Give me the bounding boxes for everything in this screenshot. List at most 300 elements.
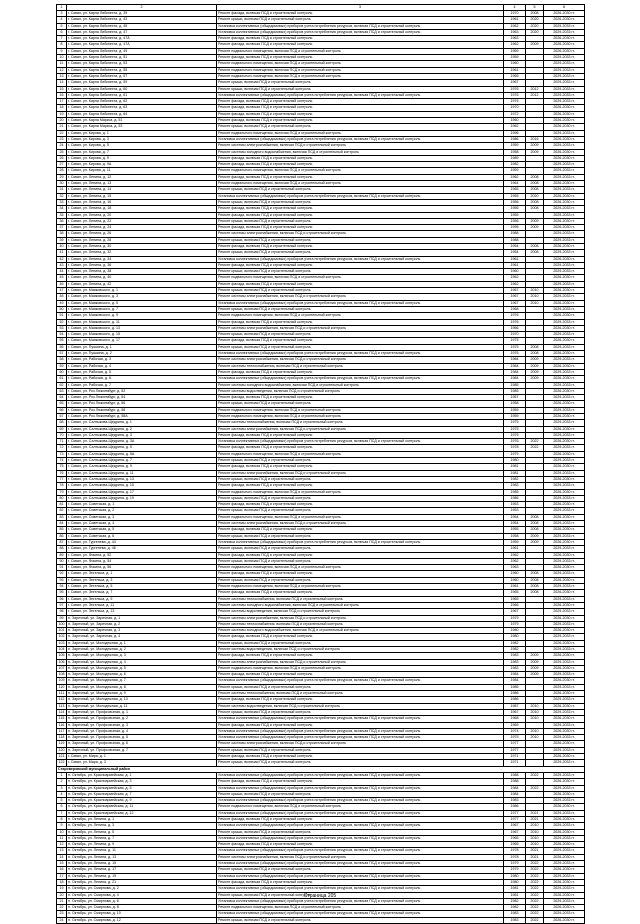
repair-year-cell: 2021: [526, 848, 544, 854]
work-type-cell: Ремонт подвального помещения, включая ПСД и строительный контроль: [217, 67, 504, 73]
period-cell: 2029-2033 гг.: [544, 168, 585, 174]
build-year-cell: 1984: [504, 376, 526, 382]
row-number: 113: [57, 703, 67, 709]
work-type-cell: Ремонт системы электроснабжения, включая ПСД и строительный контроль: [217, 231, 504, 237]
period-cell: 2026-2030 гг.: [544, 111, 585, 117]
build-year-cell: 1954: [504, 514, 526, 520]
address-cell: г. Сквал, ул. Карла Либкнехта, д. 61: [67, 92, 217, 98]
period-cell: 2029-2033 гг.: [544, 458, 585, 464]
address-cell: г. Сквал, ул. Карла Либкнехта, д. 39: [67, 11, 217, 17]
build-year-cell: 1980: [504, 458, 526, 464]
repair-year-cell: 2022: [526, 917, 544, 923]
period-cell: 2026-2030 гг.: [544, 426, 585, 432]
page-footer: Страница 205: [303, 893, 337, 899]
period-cell: 2026-2030 гг.: [544, 892, 585, 898]
repair-year-cell: 2020: [526, 17, 544, 23]
row-number: 1: [57, 772, 67, 778]
build-year-cell: 1984: [504, 363, 526, 369]
build-year-cell: 1983: [504, 653, 526, 659]
work-type-cell: Ремонт фасада, включая ПСД и строительный контроль: [217, 155, 504, 161]
row-number: 23: [57, 136, 67, 142]
period-cell: 2026-2030 гг.: [544, 256, 585, 262]
build-year-cell: 1982: [504, 905, 526, 911]
period-cell: 2029-2033 гг.: [544, 212, 585, 218]
row-number: 35: [57, 212, 67, 218]
row-number: 34: [57, 206, 67, 212]
build-year-cell: 1965: [504, 73, 526, 79]
build-year-cell: 1965: [504, 842, 526, 848]
work-type-cell: Ремонт системы электроснабжения, включая ПСД и строительный контроль: [217, 854, 504, 860]
work-type-cell: Ремонт подвального помещения, включая ПСД и строительный контроль: [217, 905, 504, 911]
work-type-cell: Ремонт подвального помещения, включая ПСД и строительный контроль: [217, 414, 504, 420]
address-cell: г. Сквал, ул. Карла Либкнехта, д. 45: [67, 23, 217, 29]
row-number: 70: [57, 432, 67, 438]
work-type-cell: Ремонт фасада, включая ПСД и строительный контроль: [217, 432, 504, 438]
work-type-cell: Установка коллективных (общедомовых) приборов учета потребления ресурсов, включая ПСД и строительный контроль: [217, 823, 504, 829]
row-number: 95: [57, 590, 67, 596]
address-cell: г. Сквал, ул. Маяковского, д. 5: [67, 300, 217, 306]
work-type-cell: Установка коллективных (общедомовых) приборов учета потребления ресурсов, включая ПСД и строительный контроль: [217, 539, 504, 545]
work-type-cell: Ремонт системы электроснабжения, включая ПСД и строительный контроль: [217, 521, 504, 527]
period-cell: 2029-2033 гг.: [544, 886, 585, 892]
address-cell: г. Сквал, ул. Мира, д. 1: [67, 754, 217, 760]
address-cell: г. Сквал, ул. Кирова, д. 9: [67, 155, 217, 161]
column-number-5: 5: [526, 5, 544, 11]
row-number: 44: [57, 269, 67, 275]
build-year-cell: 1985: [504, 388, 526, 394]
period-cell: 2029-2033 гг.: [544, 898, 585, 904]
row-number: 67: [57, 414, 67, 420]
row-number: 116: [57, 722, 67, 728]
period-cell: 2026-2030 гг.: [544, 313, 585, 319]
row-number: 49: [57, 300, 67, 306]
row-number: 105: [58, 653, 65, 658]
build-year-cell: 1984: [504, 357, 526, 363]
build-year-cell: 1978: [504, 848, 526, 854]
row-number: 26: [57, 155, 67, 161]
row-number: 21: [57, 898, 67, 904]
address-cell: г. Сквал, ул. Салтыкова-Щедрина, д. 9: [67, 464, 217, 470]
period-cell: 2026-2030 гг.: [544, 17, 585, 23]
build-year-cell: 1962: [504, 124, 526, 130]
work-type-cell: Ремонт крыши, включая ПСД и строительный контроль: [217, 760, 504, 766]
period-cell: 2029-2033 гг.: [544, 911, 585, 917]
address-cell: г. Сквал, ул. Ленина, д. 13: [67, 181, 217, 187]
address-cell: г. Сквал, ул. Ленина, д. 40: [67, 275, 217, 281]
build-year-cell: 1961: [504, 584, 526, 590]
build-year-cell: 1967: [504, 80, 526, 86]
period-cell: 2029-2033 гг.: [544, 432, 585, 438]
work-type-cell: Ремонт крыши, включая ПСД и строительный контроль: [217, 401, 504, 407]
row-number: 22: [57, 130, 67, 136]
address-cell: п. Октябрь, ул. Ленина, д. 7: [67, 835, 217, 841]
address-cell: г. Сквал, ул. Ленина, д. 32: [67, 250, 217, 256]
address-cell: г. Сквал, ул. Энгельса, д. 13: [67, 609, 217, 615]
address-cell: г. Сквал, ул. Пушкина, д. 2: [67, 351, 217, 357]
address-cell: п. Заречный, ул. Молодежная, д. 9: [67, 691, 217, 697]
period-cell: 2029-2033 гг.: [544, 344, 585, 350]
address-cell: п. Заречный, ул. Профсоюзная, д. 3: [67, 722, 217, 728]
build-year-cell: 1965: [504, 187, 526, 193]
address-cell: г. Сквал, ул. Ленина, д. 18: [67, 206, 217, 212]
address-cell: г. Сквал, ул. Салтыкова-Щедрина, д. 2: [67, 426, 217, 432]
column-number-2: 2: [67, 5, 217, 11]
row-number: 64: [57, 395, 67, 401]
period-cell: 2029-2033 гг.: [544, 571, 585, 577]
address-cell: г. Сквал, ул. Пушкина, д. 1: [67, 344, 217, 350]
row-number: 118: [57, 735, 67, 741]
work-type-cell: Ремонт системы теплоснабжения, включая ПСД и строительный контроль: [217, 363, 504, 369]
address-cell: п. Октябрь, ул. Ленина, д. 1: [67, 817, 217, 823]
period-cell: 2026-2030 гг.: [544, 602, 585, 608]
address-cell: п. Октябрь, ул. Ленина, д. 9: [67, 842, 217, 848]
period-cell: 2029-2033 гг.: [544, 23, 585, 29]
build-year-cell: 1960: [504, 571, 526, 577]
period-cell: 2026-2030 гг.: [544, 136, 585, 142]
build-year-cell: 1986: [504, 804, 526, 810]
period-cell: 2029-2033 гг.: [544, 672, 585, 678]
period-cell: 2029-2033 гг.: [544, 357, 585, 363]
address-cell: п. Заречный, ул. Молодежная, д. 3: [67, 653, 217, 659]
row-number: 24: [57, 143, 67, 149]
address-cell: п. Октябрь, ул. Красноармейская, д. 12: [67, 810, 217, 816]
row-number: 53: [57, 325, 67, 331]
address-cell: г. Сквал, ул. Салтыкова-Щедрина, д. 13: [67, 476, 217, 482]
address-cell: г. Сквал, ул. Энгельса, д. 3: [67, 577, 217, 583]
work-type-cell: Ремонт подвального помещения, включая ПСД и строительный контроль: [217, 584, 504, 590]
row-number: 98: [57, 609, 67, 615]
work-type-cell: Ремонт фасада, включая ПСД и строительный контроль: [217, 281, 504, 287]
build-year-cell: 1958: [504, 401, 526, 407]
build-year-cell: 1988: [504, 231, 526, 237]
address-cell: п. Заречный, ул. Заречная, д. 2: [67, 621, 217, 627]
address-cell: г. Сквал, ул. Карла Либкнехта, д. 49: [67, 48, 217, 54]
build-year-cell: 1959: [504, 407, 526, 413]
period-cell: 2026-2030 гг.: [544, 829, 585, 835]
address-cell: г. Сквал, ул. Ленина, д. 24: [67, 225, 217, 231]
period-cell: 2029-2033 гг.: [544, 747, 585, 753]
address-cell: п. Заречный, ул. Профсоюзная, д. 1: [67, 709, 217, 715]
period-cell: 2026-2030 гг.: [544, 502, 585, 508]
work-type-cell: Ремонт подвального помещения, включая ПСД и строительный контроль: [217, 313, 504, 319]
period-cell: 2026-2030 гг.: [544, 817, 585, 823]
period-cell: 2026-2030 гг.: [544, 615, 585, 621]
build-year-cell: 1959: [504, 55, 526, 61]
address-cell: г. Сквал, ул. Карла Маркса, д. 53: [67, 124, 217, 130]
repair-year-cell: 2008: [526, 514, 544, 520]
row-number: 68: [57, 420, 67, 426]
period-cell: 2029-2033 гг.: [544, 772, 585, 778]
repair-year-cell: 2009: [526, 539, 544, 545]
row-number: 90: [57, 558, 67, 564]
work-type-cell: Ремонт подвального помещения, включая ПСД и строительный контроль: [217, 514, 504, 520]
build-year-cell: 1983: [504, 917, 526, 923]
address-cell: п. Октябрь, ул. Красноармейская, д. 7: [67, 791, 217, 797]
row-number: 19: [57, 111, 67, 117]
period-cell: 2026-2030 гг.: [544, 225, 585, 231]
work-type-cell: Ремонт крыши, включая ПСД и строительный контроль: [217, 86, 504, 92]
period-cell: 2029-2033 гг.: [544, 785, 585, 791]
row-number: 19: [57, 886, 67, 892]
build-year-cell: 1980: [504, 879, 526, 885]
row-number: 108: [58, 672, 65, 677]
period-cell: 2026-2030 гг.: [544, 804, 585, 810]
build-year-cell: 1976: [504, 99, 526, 105]
row-number: 82: [57, 508, 67, 514]
build-year-cell: 1967: [504, 823, 526, 829]
work-type-cell: Ремонт фасада, включая ПСД и строительный контроль: [217, 319, 504, 325]
row-number: 14: [57, 80, 67, 86]
address-cell: г. Сквал, ул. Карла Либкнехта, д. 51: [67, 55, 217, 61]
repair-year-cell: 2009: [526, 149, 544, 155]
row-number: 61: [57, 376, 67, 382]
build-year-cell: 1979: [504, 867, 526, 873]
address-cell: г. Сквал, ул. Маяковского, д. 13: [67, 325, 217, 331]
work-type-cell: Ремонт фасада, включая ПСД и строительный контроль: [217, 395, 504, 401]
row-number: 15: [57, 86, 67, 92]
build-year-cell: 1961: [504, 546, 526, 552]
period-cell: 2026-2030 гг.: [544, 199, 585, 205]
work-type-cell: Установка коллективных (общедомовых) приборов учета потребления ресурсов, включая ПСД и строительный контроль: [217, 256, 504, 262]
repair-year-cell: 2008: [526, 174, 544, 180]
row-number: 57: [57, 351, 67, 357]
build-year-cell: 1959: [504, 168, 526, 174]
period-cell: 2029-2033 гг.: [544, 319, 585, 325]
row-number: 55: [57, 338, 67, 344]
period-cell: 2026-2030 гг.: [544, 155, 585, 161]
period-cell: 2026-2030 гг.: [544, 36, 585, 42]
address-cell: п. Заречный, ул. Заречная, д. 4: [67, 634, 217, 640]
build-year-cell: 1988: [504, 779, 526, 785]
row-number: 17: [57, 99, 67, 105]
build-year-cell: 1984: [504, 791, 526, 797]
work-type-cell: Ремонт фасада, включая ПСД и строительный контроль: [217, 99, 504, 105]
work-type-cell: Установка коллективных (общедомовых) приборов учета потребления ресурсов, включая ПСД и строительный контроль: [217, 300, 504, 306]
period-cell: 2029-2033 гг.: [544, 67, 585, 73]
repair-year-cell: 2012: [526, 86, 544, 92]
period-cell: 2029-2033 гг.: [544, 29, 585, 35]
build-year-cell: 1985: [504, 684, 526, 690]
build-year-cell: 1956: [504, 218, 526, 224]
address-cell: г. Сквал, ул. Салтыкова-Щедрина, д. 1: [67, 420, 217, 426]
row-number: 99: [57, 615, 67, 621]
repair-year-cell: 2022: [526, 861, 544, 867]
period-cell: 2026-2030 гг.: [544, 288, 585, 294]
address-cell: г. Сквал, ул. Роз Люксембург, д. 58: [67, 407, 217, 413]
work-type-cell: Ремонт фасада, включая ПСД и строительный контроль: [217, 105, 504, 111]
build-year-cell: 1970: [504, 332, 526, 338]
build-year-cell: 1979: [504, 621, 526, 627]
address-cell: п. Октябрь, ул. Красноармейская, д. 5: [67, 785, 217, 791]
build-year-cell: 1961: [504, 67, 526, 73]
work-type-cell: Ремонт системы теплоснабжения, включая ПСД и строительный контроль: [217, 621, 504, 627]
period-cell: 2029-2033 гг.: [544, 269, 585, 275]
build-year-cell: 1963: [504, 565, 526, 571]
row-number: 75: [57, 464, 67, 470]
work-type-cell: Ремонт крыши, включая ПСД и строительный контроль: [217, 124, 504, 130]
work-type-cell: Ремонт системы холодного водоснабжения, включая ПСД и строительный контроль: [217, 149, 504, 155]
period-cell: 2029-2033 гг.: [544, 281, 585, 287]
period-cell: 2026-2030 гг.: [544, 11, 585, 17]
work-type-cell: Ремонт фасада, включая ПСД и строительный контроль: [217, 483, 504, 489]
period-cell: 2029-2033 гг.: [544, 609, 585, 615]
period-cell: 2029-2033 гг.: [544, 99, 585, 105]
address-cell: п. Заречный, ул. Молодежная, д. 4: [67, 659, 217, 665]
work-type-cell: Ремонт крыши, включая ПСД и строительный контроль: [217, 747, 504, 753]
build-year-cell: 1962: [504, 42, 526, 48]
period-cell: 2029-2033 гг.: [544, 697, 585, 703]
work-type-cell: Ремонт фасада, включая ПСД и строительный контроль: [217, 118, 504, 124]
work-type-cell: Установка коллективных (общедомовых) приборов учета потребления ресурсов, включая ПСД и строительный контроль: [217, 861, 504, 867]
period-cell: 2029-2033 гг.: [544, 873, 585, 879]
build-year-cell: 1982: [504, 476, 526, 482]
row-number: 30: [57, 181, 67, 187]
work-type-cell: Ремонт фасада, включая ПСД и строительный контроль: [217, 445, 504, 451]
work-type-cell: Ремонт крыши, включая ПСД и строительный контроль: [217, 17, 504, 23]
address-cell: г. Сквал, ул. Маяковского, д. 17: [67, 338, 217, 344]
address-cell: г. Сквал, ул. Салтыкова-Щедрина, д. 3А: [67, 439, 217, 445]
build-year-cell: 1981: [504, 886, 526, 892]
repair-year-cell: 2021: [526, 854, 544, 860]
period-cell: 2026-2030 гг.: [544, 653, 585, 659]
section-title: Староверовский муниципальный район: [57, 766, 585, 772]
work-type-cell: Ремонт крыши, включая ПСД и строительный контроль: [217, 288, 504, 294]
period-cell: 2029-2033 гг.: [544, 187, 585, 193]
work-type-cell: Ремонт подвального помещения, включая ПСД и строительный контроль: [217, 565, 504, 571]
repair-year-cell: 2008: [526, 344, 544, 350]
row-number: 104: [58, 646, 65, 651]
address-cell: г. Сквал, ул. Салтыкова-Щедрина, д. 11: [67, 470, 217, 476]
work-type-cell: Ремонт фасада, включая ПСД и строительный контроль: [217, 502, 504, 508]
period-cell: 2026-2030 гг.: [544, 590, 585, 596]
address-cell: п. Октябрь, ул. Красноармейская, д. 1: [67, 772, 217, 778]
build-year-cell: 1958: [504, 149, 526, 155]
build-year-cell: 1984: [504, 678, 526, 684]
work-type-cell: Ремонт подвального помещения, включая ПСД и строительный контроль: [217, 181, 504, 187]
row-number: 17: [57, 873, 67, 879]
row-number: 18: [57, 105, 67, 111]
work-type-cell: Ремонт системы холодного водоснабжения, включая ПСД и строительный контроль: [217, 602, 504, 608]
build-year-cell: 1962: [504, 558, 526, 564]
work-type-cell: Ремонт подвального помещения, включая ПСД и строительный контроль: [217, 168, 504, 174]
address-cell: г. Сквал, ул. Кирова, д. 5: [67, 143, 217, 149]
build-year-cell: 1978: [504, 854, 526, 860]
row-number: 96: [57, 596, 67, 602]
program-table-sheet: [56, 4, 584, 924]
work-type-cell: Установка коллективных (общедомовых) приборов учета потребления ресурсов, включая ПСД и строительный контроль: [217, 810, 504, 816]
row-number: 12: [57, 67, 67, 73]
address-cell: п. Заречный, ул. Молодежная, д. 1: [67, 640, 217, 646]
repair-year-cell: 2010: [526, 728, 544, 734]
repair-year-cell: 2009: [526, 42, 544, 48]
repair-year-cell: 2009: [526, 659, 544, 665]
row-number: 6: [57, 29, 67, 35]
period-cell: 2026-2030 гг.: [544, 325, 585, 331]
row-number: 3: [57, 11, 67, 17]
build-year-cell: 1959: [504, 539, 526, 545]
address-cell: п. Заречный, ул. Профсоюзная, д. 2: [67, 716, 217, 722]
build-year-cell: 1968: [504, 306, 526, 312]
row-number: 112: [57, 697, 67, 703]
row-number: 115: [57, 716, 67, 722]
work-type-cell: Ремонт фасада, включая ПСД и строительный контроль: [217, 842, 504, 848]
row-number: 74: [57, 458, 67, 464]
address-cell: п. Октябрь, ул. Ленина, д. 13: [67, 854, 217, 860]
build-year-cell: 1966: [504, 602, 526, 608]
address-cell: г. Сквал, ул. Ленина, д. 34: [67, 256, 217, 262]
period-cell: 2026-2030 гг.: [544, 42, 585, 48]
work-type-cell: Ремонт крыши, включая ПСД и строительный контроль: [217, 332, 504, 338]
work-type-cell: Ремонт фасада, включая ПСД и строительный контроль: [217, 11, 504, 17]
address-cell: г. Сквал, ул. Кирова, д. 9А: [67, 162, 217, 168]
address-cell: г. Сквал, ул. Рабочая, д. 5: [67, 369, 217, 375]
repair-year-cell: 2010: [526, 735, 544, 741]
period-cell: 2029-2033 гг.: [544, 162, 585, 168]
build-year-cell: 1965: [504, 596, 526, 602]
row-number: 92: [57, 571, 67, 577]
build-year-cell: 1982: [504, 898, 526, 904]
work-type-cell: Ремонт фасада, включая ПСД и строительный контроль: [217, 225, 504, 231]
period-cell: 2029-2033 гг.: [544, 92, 585, 98]
address-cell: г. Сквал, ул. Салтыкова-Щедрина, д. 5А: [67, 451, 217, 457]
repair-year-cell: 2009: [526, 225, 544, 231]
column-number-4: 4: [504, 5, 526, 11]
period-cell: 2029-2033 гг.: [544, 237, 585, 243]
build-year-cell: 1981: [504, 464, 526, 470]
address-cell: п. Октябрь, ул. Смирнова, д. 2: [67, 886, 217, 892]
build-year-cell: 1980: [504, 873, 526, 879]
build-year-cell: 1957: [504, 395, 526, 401]
row-number: 13: [57, 848, 67, 854]
address-cell: г. Сквал, ул. Роз Люксембург, д. 54: [67, 395, 217, 401]
work-type-cell: Ремонт подвального помещения, включая ПСД и строительный контроль: [217, 665, 504, 671]
address-cell: г. Сквал, ул. Кирова, д. 7: [67, 149, 217, 155]
address-cell: г. Сквал, ул. Салтыкова-Щедрина, д. 5: [67, 445, 217, 451]
build-year-cell: 1975: [504, 338, 526, 344]
work-type-cell: Ремонт крыши, включая ПСД и строительный контроль: [217, 237, 504, 243]
work-type-cell: Ремонт фасада, включая ПСД и строительный контроль: [217, 42, 504, 48]
build-year-cell: 1996: [504, 130, 526, 136]
work-type-cell: Ремонт фасада, включая ПСД и строительный контроль: [217, 879, 504, 885]
address-cell: г. Сквал, ул. Салтыкова-Щедрина, д. 19: [67, 495, 217, 501]
build-year-cell: 1956: [504, 206, 526, 212]
work-type-cell: Ремонт подвального помещения, включая ПСД и строительный контроль: [217, 407, 504, 413]
row-number: 62: [57, 382, 67, 388]
address-cell: г. Сквал, ул. Энгельса, д. 9: [67, 596, 217, 602]
build-year-cell: 1982: [504, 640, 526, 646]
period-cell: 2029-2033 гг.: [544, 634, 585, 640]
build-year-cell: 1983: [504, 798, 526, 804]
address-cell: г. Сквал, ул. Энгельса, д. 11: [67, 602, 217, 608]
period-cell: 2026-2030 гг.: [544, 514, 585, 520]
period-cell: 2029-2033 гг.: [544, 495, 585, 501]
build-year-cell: 1963: [504, 36, 526, 42]
build-year-cell: 1986: [504, 495, 526, 501]
work-type-cell: Установка коллективных (общедомовых) приборов учета потребления ресурсов, включая ПСД и строительный контроль: [217, 716, 504, 722]
address-cell: г. Сквал, ул. Роз Люксембург, д. 56: [67, 401, 217, 407]
period-cell: 2026-2030 гг.: [544, 181, 585, 187]
work-type-cell: Установка коллективных (общедомовых) приборов учета потребления ресурсов, включая ПСД и строительный контроль: [217, 136, 504, 142]
period-cell: 2029-2033 гг.: [544, 294, 585, 300]
address-cell: п. Заречный, ул. Молодежная, д. 10: [67, 697, 217, 703]
row-number: 110: [57, 684, 67, 690]
address-cell: г. Сквал, ул. Карла Либкнехта, д. 47А: [67, 36, 217, 42]
period-cell: 2026-2030 гг.: [544, 640, 585, 646]
work-type-cell: Установка коллективных (общедомовых) приборов учета потребления ресурсов, включая ПСД и строительный контроль: [217, 92, 504, 98]
build-year-cell: 1984: [504, 672, 526, 678]
work-type-cell: Ремонт крыши, включая ПСД и строительный контроль: [217, 640, 504, 646]
row-number: 79: [57, 489, 67, 495]
